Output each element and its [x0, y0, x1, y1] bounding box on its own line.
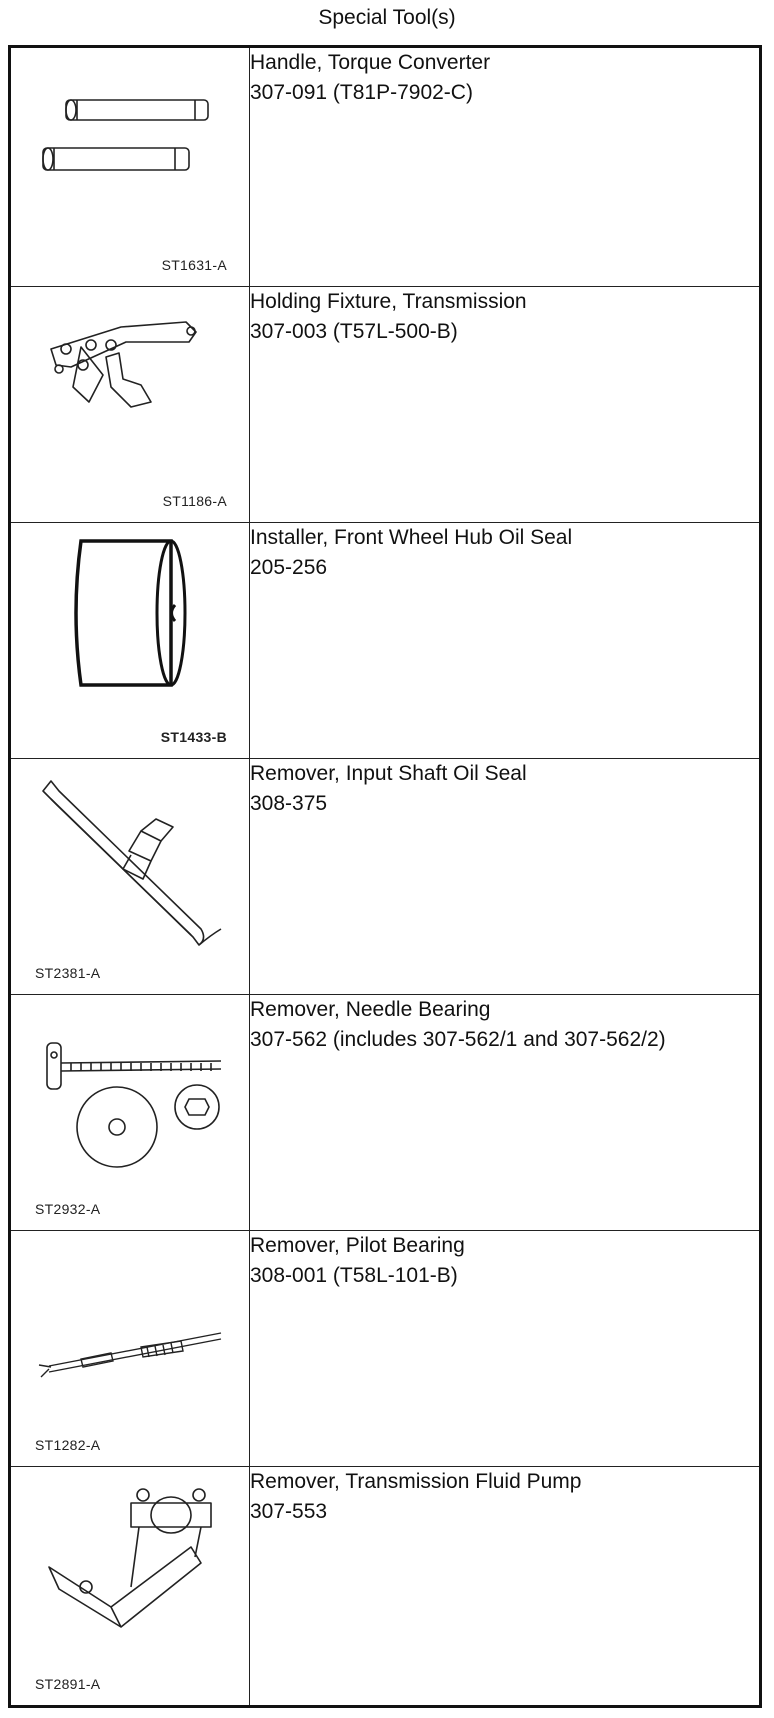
table-row [10, 47, 761, 287]
tool-name: Handle, Torque Converter [250, 51, 491, 74]
table-row [10, 1231, 761, 1467]
pilot-bearing-remover-icon [11, 1231, 249, 1467]
tool-number: 308-375 [250, 791, 328, 815]
tool-image-cell [10, 1467, 250, 1707]
tool-name: Remover, Needle Bearing [250, 998, 491, 1021]
tool-image-cell [10, 1231, 250, 1467]
tool-number: 308-001 (T58L-101-B) [250, 1264, 458, 1288]
tool-image-cell [10, 47, 250, 287]
tool-number: 307-553 [250, 1500, 328, 1524]
tool-image-cell [10, 758, 250, 994]
table-row [10, 522, 761, 758]
tool-number: 307-562 (includes 307-562/1 and 307-562/2) [250, 1028, 666, 1051]
table-row [10, 286, 761, 522]
tool-image-code: ST1433-B [160, 728, 227, 745]
page-title: Special Tool(s) [318, 6, 456, 29]
tool-name: Remover, Input Shaft Oil Seal [250, 761, 527, 785]
tool-image-cell [10, 286, 250, 522]
seal-remover-icon [11, 759, 249, 995]
tool-number: 307-003 (T57L-500-B) [250, 319, 458, 343]
fluid-pump-remover-icon [11, 1467, 249, 1703]
tool-image-cell [10, 522, 250, 758]
table-row [10, 758, 761, 994]
tool-description-cell [250, 1231, 761, 1467]
tool-description-cell [250, 758, 761, 994]
tool-description-cell [250, 47, 761, 287]
tool-number: 307-091 (T81P-7902-C) [250, 81, 473, 104]
tool-image-code: ST2381-A [35, 965, 101, 981]
tool-image-code: ST1282-A [35, 1437, 101, 1454]
tool-description-cell [250, 522, 761, 758]
table-row [10, 1467, 761, 1707]
tool-name: Holding Fixture, Transmission [250, 289, 527, 313]
tool-number: 205-256 [250, 555, 328, 579]
tool-description-cell [250, 995, 761, 1231]
tool-name: Remover, Transmission Fluid Pump [250, 1470, 582, 1494]
tool-description-cell [250, 286, 761, 522]
table-row [10, 995, 761, 1231]
tool-image-code: ST1186-A [162, 492, 227, 509]
torque-converter-handle-icon [11, 48, 249, 284]
tool-image-code: ST2891-A [35, 1676, 101, 1692]
tool-name: Installer, Front Wheel Hub Oil Seal [250, 525, 573, 549]
tool-image-code: ST1631-A [161, 256, 227, 273]
special-tools-table [8, 45, 762, 1708]
tool-image-cell [10, 995, 250, 1231]
tool-image-code: ST2932-A [35, 1201, 101, 1218]
seal-installer-icon [11, 523, 249, 759]
holding-fixture-icon [11, 287, 249, 523]
tool-description-cell [250, 1467, 761, 1707]
needle-bearing-remover-icon [11, 995, 249, 1231]
tool-name: Remover, Pilot Bearing [250, 1234, 465, 1258]
